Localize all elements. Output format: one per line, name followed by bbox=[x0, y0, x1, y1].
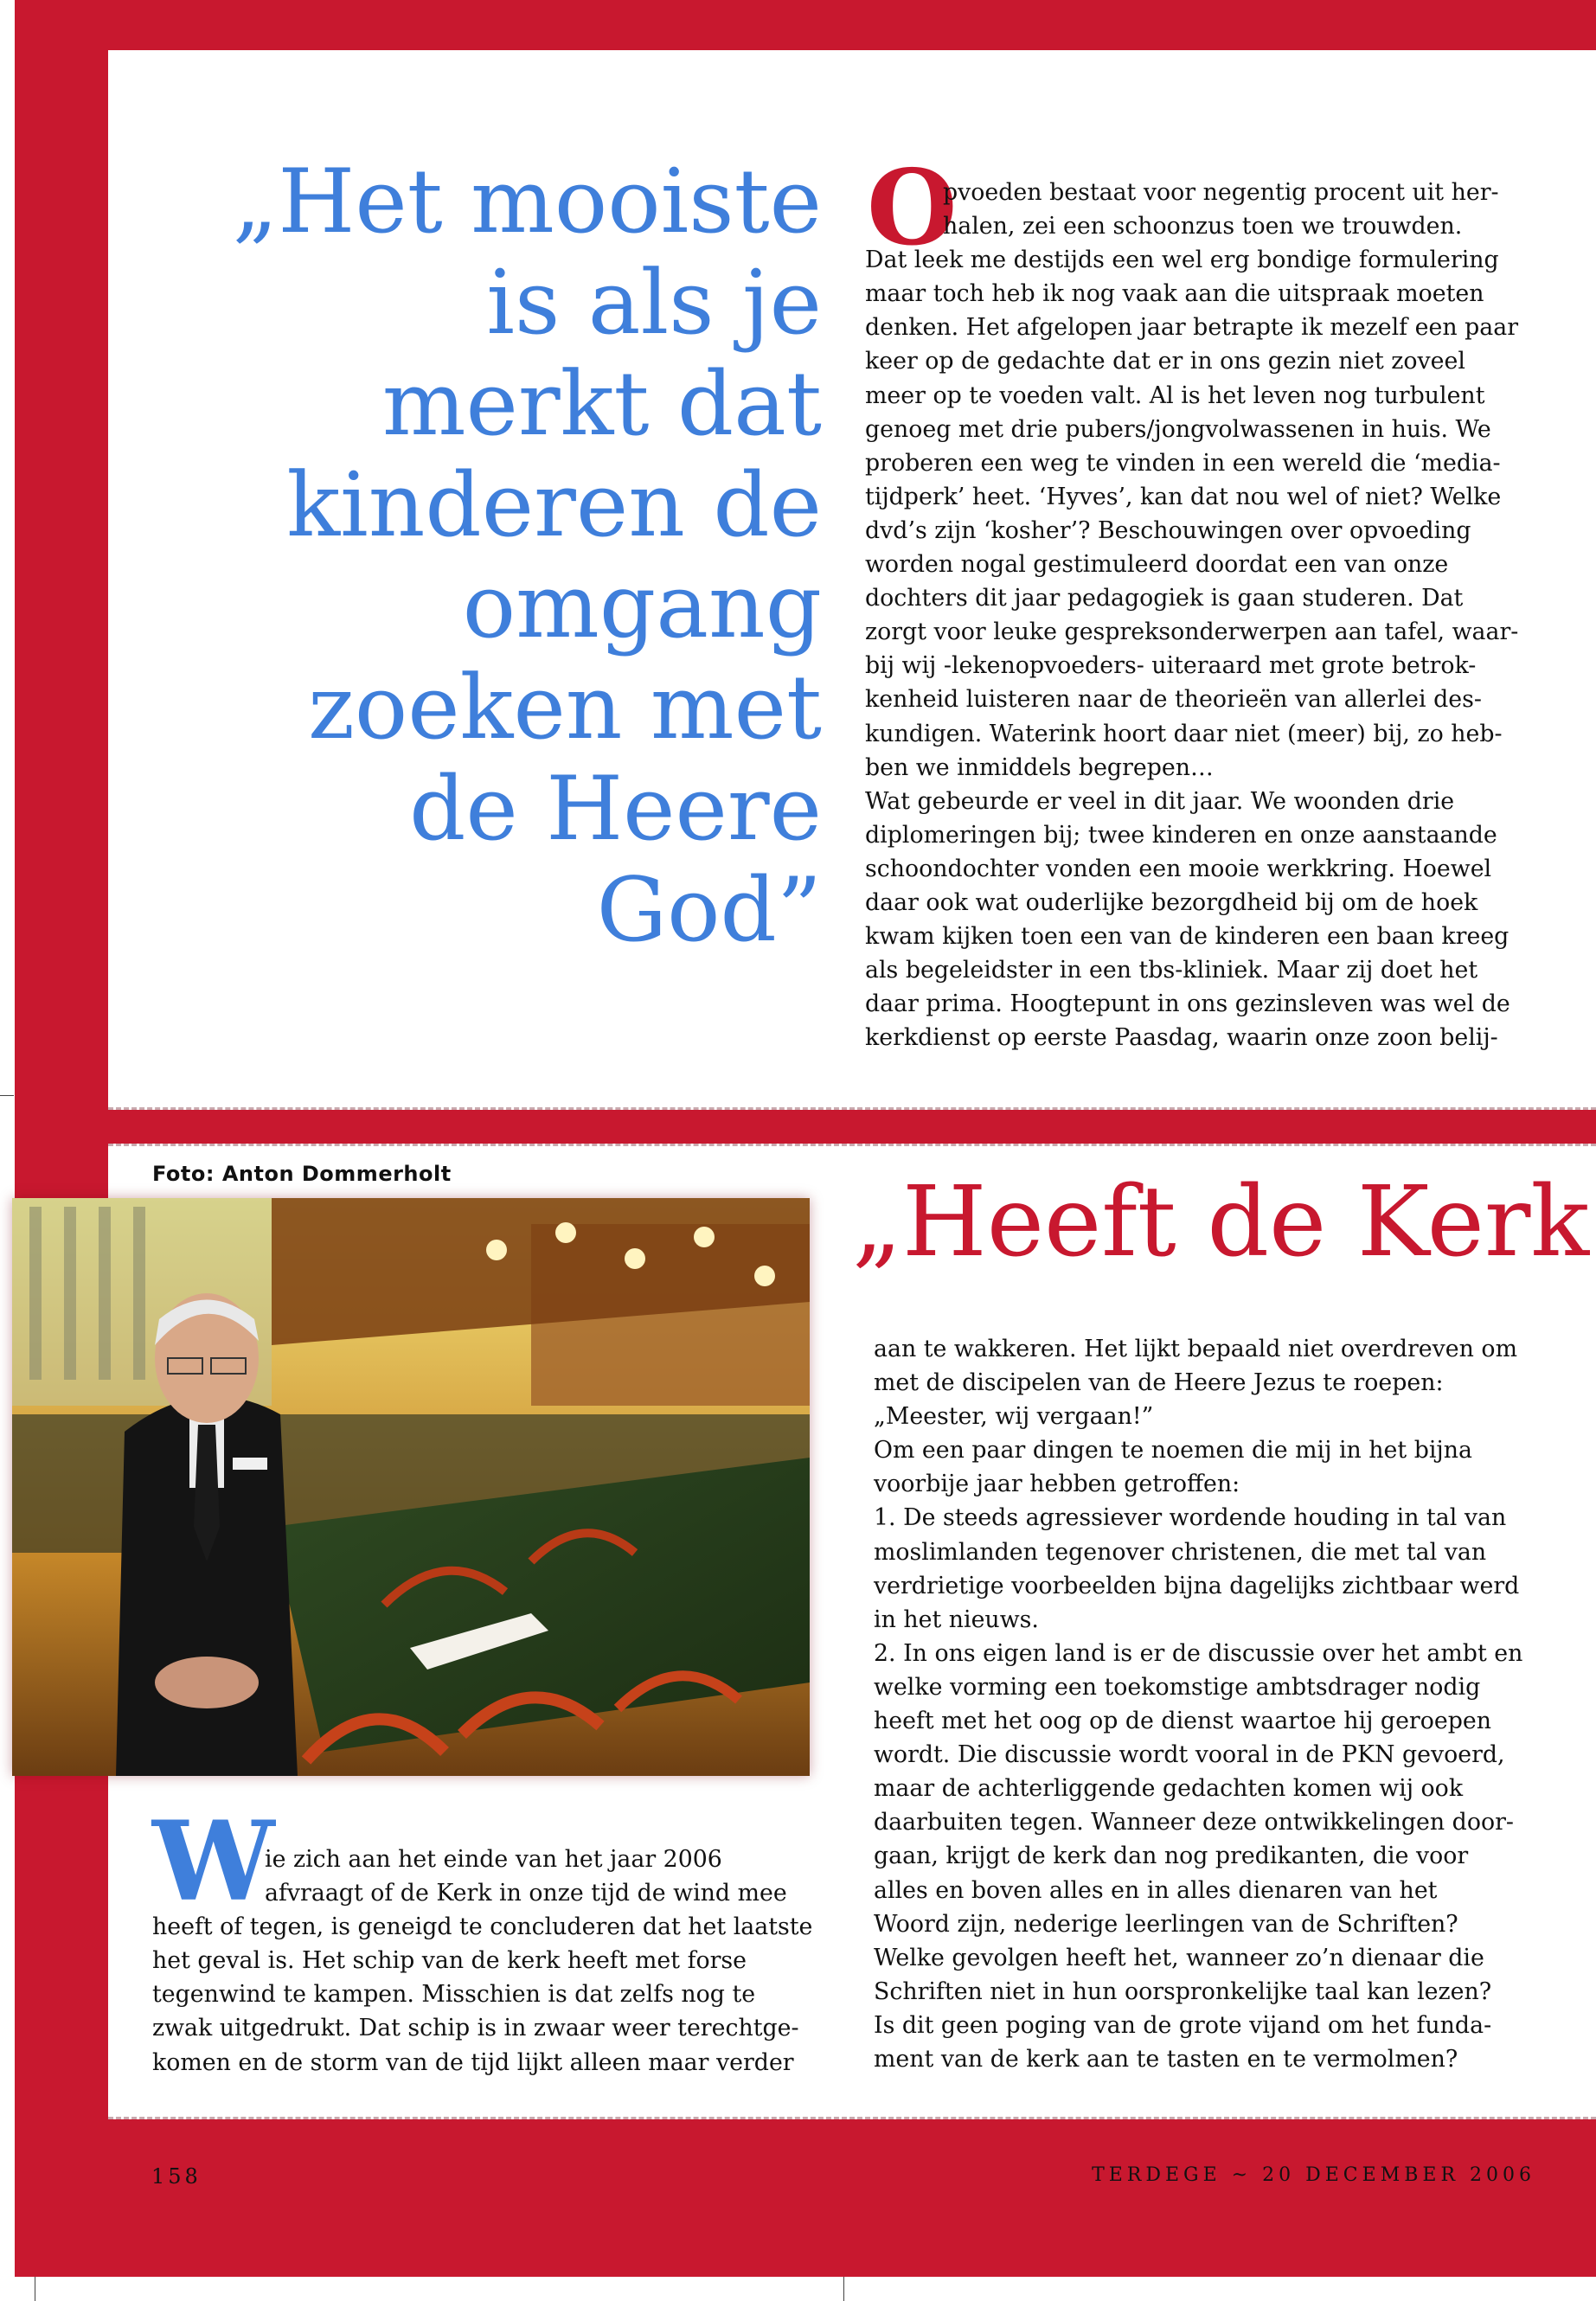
pull-quote-line: merkt dat bbox=[381, 353, 822, 456]
text-line: halen, zei een schoonzus toen we trouwden. bbox=[943, 213, 1463, 240]
crop-mark bbox=[0, 1095, 14, 1096]
text-line: denken. Het afgelopen jaar betrapte ik mezelf een paar bbox=[865, 314, 1519, 342]
text-line: afvraagt of de Kerk in onze tijd de wind mee bbox=[265, 1880, 787, 1907]
text-line: Welke gevolgen heeft het, wanneer zo’n dienaar die bbox=[874, 1944, 1484, 1971]
pull-quote-line: is als je bbox=[486, 252, 822, 355]
text-line: alles en boven alles en in alles dienaren van het bbox=[874, 1876, 1438, 1904]
text-line: Is dit geen poging van de grote vijand om het funda- bbox=[874, 2011, 1492, 2039]
text-line: zorgt voor leuke gespreksonderwerpen aan tafel, waar- bbox=[865, 619, 1519, 646]
headline: „Heeft de Kerk bbox=[852, 1166, 1590, 1279]
publication-footer: TERDEGE ~ 20 DECEMBER 2006 bbox=[1092, 2164, 1535, 2186]
pull-quote-line: de Heere bbox=[409, 758, 822, 861]
article-column-wind bbox=[152, 1843, 836, 2080]
text-line: ben we inmiddels begrepen… bbox=[865, 753, 1214, 781]
text-line: kenheid luisteren naar de theorieën van allerlei des- bbox=[865, 686, 1482, 714]
text-line: met de discipelen van de Heere Jezus te roepen: bbox=[874, 1369, 1444, 1397]
text-line: kwam kijken toen een van de kinderen een baan kreeg bbox=[865, 923, 1509, 951]
drop-cap-o: O bbox=[867, 147, 958, 269]
text-line: „Meester, wij vergaan!” bbox=[874, 1403, 1154, 1431]
text-line: bij wij -lekenopvoeders- uiteraard met grote betrok- bbox=[865, 652, 1477, 680]
crop-mark bbox=[843, 2277, 844, 2301]
text-line: maar toch heb ik nog vaak aan die uitspraak moeten bbox=[865, 280, 1484, 308]
text-line: tegenwind te kampen. Misschien is dat zelfs nog te bbox=[152, 1981, 756, 2009]
text-line: in het nieuws. bbox=[874, 1606, 1039, 1633]
text-line: Dat leek me destijds een wel erg bondige formulering bbox=[865, 247, 1499, 274]
text-line: dvd’s zijn ‘kosher’? Beschouwingen over opvoeding bbox=[865, 516, 1471, 544]
text-line: Om een paar dingen te noemen die mij in het bijna bbox=[874, 1437, 1472, 1465]
photo-man-in-church-hall bbox=[12, 1198, 810, 1776]
text-line: Woord zijn, nederige leerlingen van de Schriften? bbox=[874, 1910, 1458, 1938]
text-line: dochters dit jaar pedagogiek is gaan studeren. Dat bbox=[865, 585, 1464, 612]
text-line: komen en de storm van de tijd lijkt alleen maar verder bbox=[152, 2048, 794, 2076]
pull-quote-line: kinderen de bbox=[286, 454, 822, 557]
text-line: als begeleidster in een tbs-kliniek. Maar zij doet het bbox=[865, 957, 1478, 984]
text-line: zwak uitgedrukt. Dat schip is in zwaar weer terechtge- bbox=[152, 2015, 799, 2042]
text-line: meer op te voeden valt. Al is het leven nog turbulent bbox=[865, 381, 1485, 409]
text-line: voorbije jaar hebben getroffen: bbox=[874, 1471, 1240, 1498]
text-line: daarbuiten tegen. Wanneer deze ontwikkelingen door- bbox=[874, 1809, 1514, 1836]
text-line: maar de achterliggende gedachten komen wij ook bbox=[874, 1775, 1464, 1803]
text-line: wordt. Die discussie wordt vooral in de PKN gevoerd, bbox=[874, 1741, 1505, 1769]
pull-quote bbox=[164, 151, 822, 961]
text-line: het geval is. Het schip van de kerk heeft met forse bbox=[152, 1947, 747, 1975]
text-line: 1. De steeds agressiever wordende houding in tal van bbox=[874, 1504, 1507, 1532]
text-line: heeft of tegen, is geneigd te concluderen dat het laatste bbox=[152, 1913, 813, 1941]
text-line: proberen een weg te vinden in een wereld die ‘media- bbox=[865, 449, 1501, 477]
drop-cap-w: W bbox=[152, 1798, 275, 1926]
text-line: Schriften niet in hun oorspronkelijke taal kan lezen? bbox=[874, 1977, 1492, 2005]
text-line: aan te wakkeren. Het lijkt bepaald niet overdreven om bbox=[874, 1336, 1517, 1362]
text-line: genoeg met drie pubers/jongvolwassenen in huis. We bbox=[865, 415, 1491, 443]
article-column-upbringing bbox=[865, 176, 1557, 1054]
text-line: daar prima. Hoogtepunt in ons gezinsleven was wel de bbox=[865, 990, 1510, 1018]
pull-quote-line: omgang bbox=[462, 555, 822, 658]
page-number: 158 bbox=[151, 2164, 202, 2189]
article-column-church bbox=[874, 1332, 1557, 2076]
text-line: ie zich aan het einde van het jaar 2006 bbox=[265, 1846, 722, 1873]
text-line: tijdperk’ heet. ‘Hyves’, kan dat nou wel of niet? Welke bbox=[865, 483, 1502, 510]
text-line: schoondochter vonden een mooie werkkring. Hoewel bbox=[865, 855, 1492, 882]
text-line: kundigen. Waterink hoort daar niet (meer) bij, zo heb- bbox=[865, 720, 1503, 747]
pull-quote-line: zoeken met bbox=[308, 657, 822, 760]
text-line: Wat gebeurde er veel in dit jaar. We woonden drie bbox=[865, 787, 1455, 815]
text-line: worden nogal gestimuleerd doordat een van onze bbox=[865, 551, 1449, 579]
text-line: heeft met het oog op de dienst waartoe hij geroepen bbox=[874, 1708, 1492, 1735]
photo-credit: Foto: Anton Dommerholt bbox=[152, 1162, 452, 1186]
text-line: daar ook wat ouderlijke bezorgdheid bij om de hoek bbox=[865, 888, 1478, 916]
text-line: moslimlanden tegenover christenen, die met tal van bbox=[874, 1538, 1487, 1566]
text-line: kerkdienst op eerste Paasdag, waarin onze zoon belij- bbox=[865, 1024, 1498, 1052]
text-line: ment van de kerk aan te tasten en te vermolmen? bbox=[874, 2045, 1458, 2073]
text-line: 2. In ons eigen land is er de discussie over het ambt en bbox=[874, 1639, 1523, 1667]
photo-illustration bbox=[12, 1198, 810, 1776]
text-line: keer op de gedachte dat er in ons gezin niet zoveel bbox=[865, 348, 1465, 375]
text-line: welke vorming een toekomstige ambtsdrager nodig bbox=[874, 1673, 1481, 1701]
pull-quote-line: „Het mooiste bbox=[232, 151, 822, 253]
text-line: pvoeden bestaat voor negentig procent uit her- bbox=[943, 179, 1499, 206]
text-line: diplomeringen bij; twee kinderen en onze aanstaande bbox=[865, 821, 1497, 849]
text-line: verdrietige voorbeelden bijna dagelijks zichtbaar werd bbox=[874, 1572, 1520, 1599]
pull-quote-line: God” bbox=[596, 859, 822, 962]
text-line: gaan, krijgt de kerk dan nog predikanten, die voor bbox=[874, 1843, 1469, 1870]
